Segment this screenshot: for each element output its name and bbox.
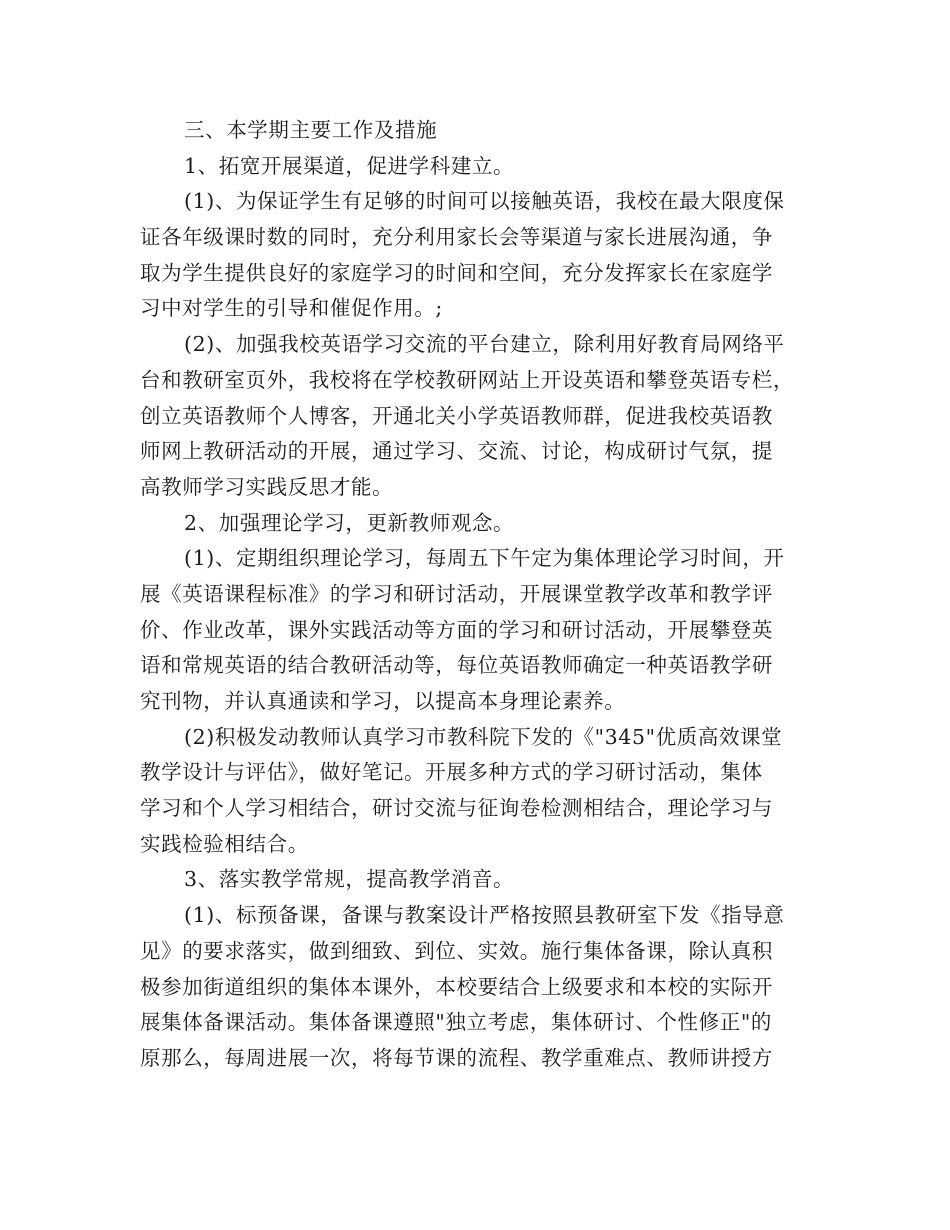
text-line: 实践检验相结合。 (140, 831, 309, 856)
text-line: 证各年级课时数的同时，充分利用家长会等渠道与家长进展沟通，争 (140, 225, 773, 250)
text-line: (2)积极发动教师认真学习市教科院下发的《"345"优质高效课堂 (184, 724, 783, 749)
text-line: 高教师学习实践反思才能。 (140, 474, 394, 499)
text-line: 究刊物，并认真通读和学习，以提高本身理论素养。 (140, 689, 626, 713)
text-line: 展集体备课活动。集体备课遵照"独立考虑，集体研讨、个性修正"的 (140, 1010, 772, 1035)
text-line: 见》的要求落实，做到细致、到位、实效。施行集体备课，除认真积 (140, 938, 773, 963)
text-line: 3、落实教学常规，提高教学消音。 (184, 867, 515, 892)
text-line: 取为学生提供良好的家庭学习的时间和空间，充分发挥家长在家庭学 (140, 260, 773, 285)
text-line: 创立英语教师个人博客，开通北关小学英语教师群，促进我校英语教 (140, 403, 773, 428)
text-line: 学习和个人学习相结合，研讨交流与征询卷检测相结合，理论学习与 (140, 796, 773, 821)
text-line: (1)、定期组织理论学习，每周五下午定为集体理论学习时间，开 (184, 546, 785, 571)
text-line: (1)、为保证学生有足够的时间可以接触英语，我校在最大限度保 (184, 189, 785, 214)
text-line: 1、拓宽开展渠道，促进学科建立。 (184, 153, 515, 178)
text-line: 台和教研室页外，我校将在学校教研网站上开设英语和攀登英语专栏， (140, 367, 795, 392)
text-line: 习中对学生的引导和催促作用。; (140, 296, 443, 321)
text-line: 三、本学期主要工作及措施 (184, 118, 438, 142)
text-line: 2、加强理论学习，更新教师观念。 (184, 510, 515, 535)
text-line: (2)、加强我校英语学习交流的平台建立，除利用好教育局网络平 (184, 332, 785, 357)
text-line: 展《英语课程标准》的学习和研讨活动，开展课堂教学改革和教学评 (140, 581, 773, 606)
text-line: 极参加街道组织的集体本课外，本校要结合上级要求和本校的实际开 (140, 974, 773, 999)
document-body (140, 113, 816, 1077)
text-line: 师网上教研活动的开展，通过学习、交流、讨论，构成研讨气氛，提 (140, 439, 773, 464)
text-line: 价、作业改革，课外实践活动等方面的学习和研讨活动，开展攀登英 (140, 617, 773, 642)
text-line: 原那么，每周进展一次，将每节课的流程、教学重难点、教师讲授方 (140, 1045, 773, 1070)
text-line: 教学设计与评估》，做好笔记。开展多种方式的学习研讨活动，集体 (140, 760, 763, 785)
text-line: 语和常规英语的结合教研活动等，每位英语教师确定一种英语教学研 (140, 653, 773, 678)
text-line: (1)、标预备课，备课与教案设计严格按照县教研室下发《指导意 (184, 903, 785, 928)
